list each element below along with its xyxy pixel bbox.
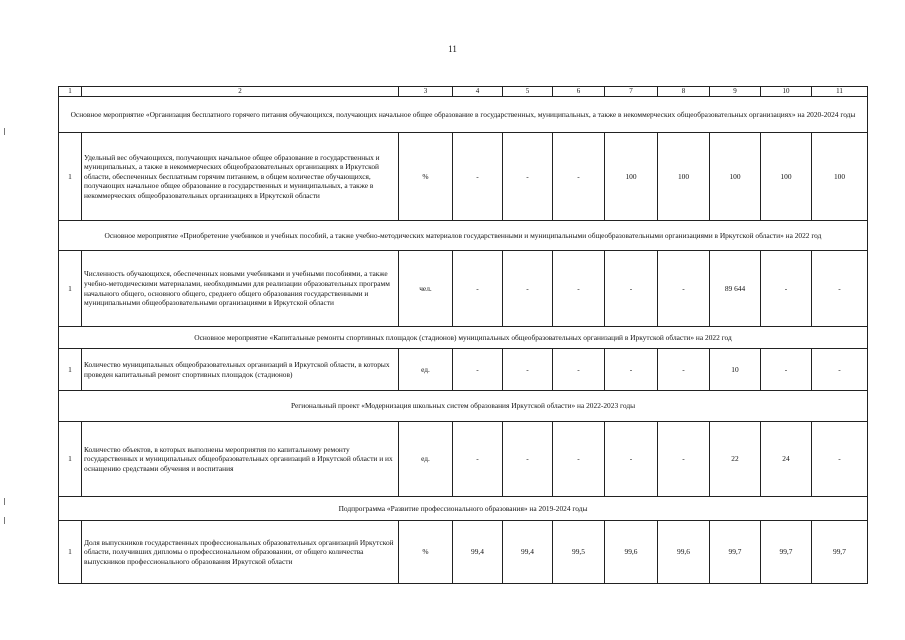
- value-cell: -: [658, 422, 710, 497]
- indicator-description: Доля выпускников государственных профессиональных образовательных организаций Иркутской области, получивших дипломы о профессиональном образовании, от общего количества выпускников профессионального образования Иркутской области: [82, 521, 399, 584]
- unit-cell: %: [399, 133, 453, 221]
- margin-mark: [4, 498, 5, 505]
- value-cell: -: [812, 251, 868, 327]
- value-cell: 22: [710, 422, 761, 497]
- value-cell: -: [453, 251, 503, 327]
- value-cell: 99,7: [761, 521, 812, 584]
- value-cell: -: [605, 251, 658, 327]
- value-cell: 89 644: [710, 251, 761, 327]
- column-number: 10: [761, 87, 812, 97]
- value-cell: 99,6: [658, 521, 710, 584]
- row-number: 1: [59, 521, 82, 584]
- value-cell: -: [503, 133, 553, 221]
- section-row: [59, 327, 868, 349]
- section-title: Основное мероприятие «Приобретение учебников и учебных пособий, а также учебно-методических материалов государственными и муниципальными общеобразовательными организациями в Иркутской области» на 2022 год: [59, 221, 868, 251]
- value-cell: 100: [658, 133, 710, 221]
- value-cell: 99,4: [453, 521, 503, 584]
- value-cell: -: [605, 422, 658, 497]
- row-number: 1: [59, 349, 82, 391]
- value-cell: -: [553, 422, 605, 497]
- row-number: 1: [59, 133, 82, 221]
- value-cell: 99,7: [710, 521, 761, 584]
- value-cell: 100: [761, 133, 812, 221]
- value-cell: 99,4: [503, 521, 553, 584]
- value-cell: -: [503, 349, 553, 391]
- value-cell: -: [503, 422, 553, 497]
- value-cell: 10: [710, 349, 761, 391]
- section-row: [59, 497, 868, 521]
- table-row: [59, 422, 868, 497]
- column-number: 3: [399, 87, 453, 97]
- table-row: [59, 521, 868, 584]
- value-cell: -: [503, 251, 553, 327]
- value-cell: -: [812, 422, 868, 497]
- unit-cell: ед.: [399, 422, 453, 497]
- value-cell: 100: [605, 133, 658, 221]
- indicators-table: [58, 86, 868, 584]
- value-cell: -: [761, 251, 812, 327]
- value-cell: -: [761, 349, 812, 391]
- column-number-row: [59, 87, 868, 97]
- value-cell: 99,5: [553, 521, 605, 584]
- margin-mark: [4, 517, 5, 524]
- margin-mark: [4, 128, 5, 135]
- column-number: 1: [59, 87, 82, 97]
- table-row: [59, 133, 868, 221]
- column-number: 9: [710, 87, 761, 97]
- value-cell: 100: [812, 133, 868, 221]
- row-number: 1: [59, 251, 82, 327]
- page-number: 11: [448, 44, 457, 54]
- value-cell: 99,6: [605, 521, 658, 584]
- column-number: 6: [553, 87, 605, 97]
- value-cell: 100: [710, 133, 761, 221]
- column-number: 7: [605, 87, 658, 97]
- value-cell: -: [553, 133, 605, 221]
- value-cell: -: [658, 251, 710, 327]
- value-cell: 99,7: [812, 521, 868, 584]
- value-cell: -: [812, 349, 868, 391]
- value-cell: -: [553, 349, 605, 391]
- column-number: 2: [82, 87, 399, 97]
- unit-cell: ед.: [399, 349, 453, 391]
- section-title: Основное мероприятие «Организация бесплатного горячего питания обучающихся, получающих начальное общее образование в государственных, муниципальных, а также в некоммерческих общеобразовательных организациях» на 2020-2024 годы: [59, 97, 868, 133]
- section-row: [59, 391, 868, 422]
- value-cell: -: [605, 349, 658, 391]
- table-row: [59, 349, 868, 391]
- section-row: [59, 221, 868, 251]
- value-cell: 24: [761, 422, 812, 497]
- table-row: [59, 251, 868, 327]
- unit-cell: %: [399, 521, 453, 584]
- indicator-description: Количество объектов, в которых выполнены мероприятия по капитальному ремонту государственных и муниципальных общеобразовательных организаций в Иркутской области и их оснащению средствами обучения и воспитания: [82, 422, 399, 497]
- column-number: 8: [658, 87, 710, 97]
- column-number: 5: [503, 87, 553, 97]
- unit-cell: чел.: [399, 251, 453, 327]
- indicator-description: Численность обучающихся, обеспеченных новыми учебниками и учебными пособиями, а также учебно-методическими материалами, необходимыми для реализации образовательных программ начального общего, основного общего, среднего общего образования государственными и муниципальными общеобразовательными организациями в Иркутской области: [82, 251, 399, 327]
- section-title: Подпрограмма «Развитие профессионального образования» на 2019-2024 годы: [59, 497, 868, 521]
- row-number: 1: [59, 422, 82, 497]
- column-number: 11: [812, 87, 868, 97]
- section-title: Основное мероприятие «Капитальные ремонты спортивных площадок (стадионов) муниципальных общеобразовательных организаций в Иркутской области» на 2022 год: [59, 327, 868, 349]
- value-cell: -: [553, 251, 605, 327]
- column-number: 4: [453, 87, 503, 97]
- value-cell: -: [453, 349, 503, 391]
- indicator-description: Количество муниципальных общеобразовательных организаций в Иркутской области, в которых проведен капитальный ремонт спортивных площадок (стадионов): [82, 349, 399, 391]
- value-cell: -: [453, 422, 503, 497]
- value-cell: -: [453, 133, 503, 221]
- value-cell: -: [658, 349, 710, 391]
- section-row: [59, 97, 868, 133]
- section-title: Региональный проект «Модернизация школьных систем образования Иркутской области» на 2022-2023 годы: [59, 391, 868, 422]
- indicator-description: Удельный вес обучающихся, получающих начальное общее образование в государственных и муниципальных, а также в некоммерческих общеобразовательных организациях в Иркутской области, обеспеченных бесплатным горячим питанием, в общем количестве обучающихся, получающих начальное общее образование в государственных и муниципальных, а также в некоммерческих общеобразовательных организациях в Иркутской области: [82, 133, 399, 221]
